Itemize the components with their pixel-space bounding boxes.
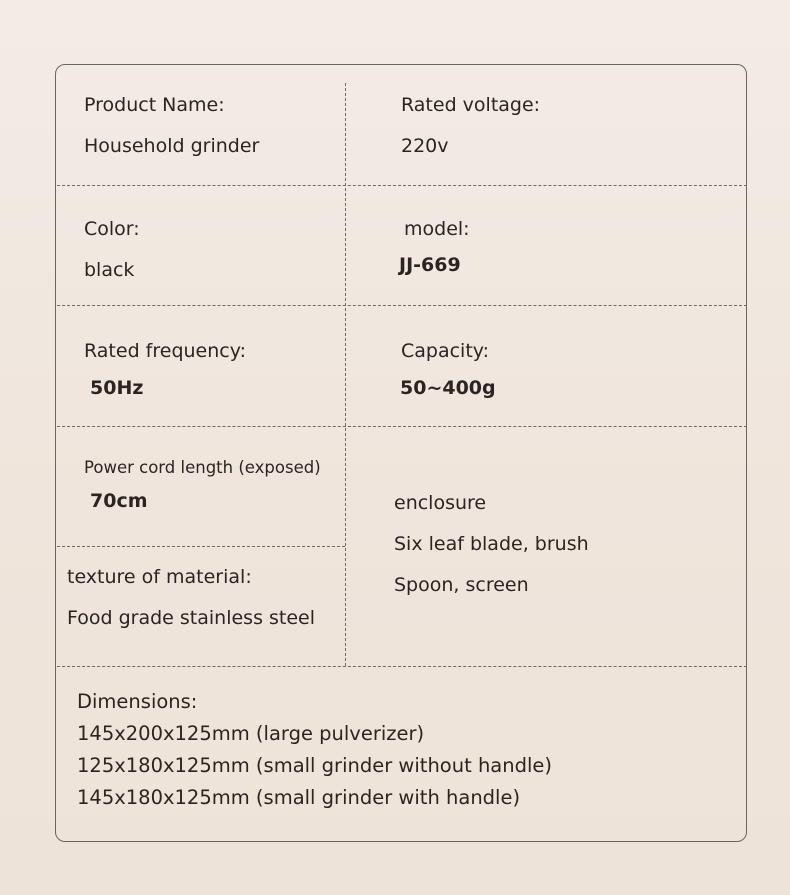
- power-cord-value: 70cm: [90, 490, 148, 512]
- row-divider-4: [57, 666, 747, 667]
- material-label: texture of material:: [67, 566, 252, 588]
- rated-frequency-value: 50Hz: [90, 377, 144, 399]
- model-label: model:: [404, 218, 470, 240]
- rated-frequency-label: Rated frequency:: [84, 340, 246, 362]
- capacity-value: 50~400g: [400, 377, 496, 399]
- dimensions-line: 145x200x125mm (large pulverizer): [77, 722, 425, 745]
- power-cord-label: Power cord length (exposed): [84, 458, 321, 477]
- product-name-value: Household grinder: [84, 135, 260, 157]
- dimensions-line: 125x180x125mm (small grinder without handle): [77, 754, 553, 777]
- row-divider-1: [57, 185, 747, 186]
- color-label: Color:: [84, 218, 140, 240]
- rated-voltage-value: 220v: [401, 135, 449, 157]
- capacity-label: Capacity:: [401, 340, 490, 362]
- color-value: black: [84, 259, 135, 281]
- package-item: Six leaf blade, brush: [394, 533, 589, 555]
- row-divider-2: [57, 305, 747, 306]
- row-divider-left-inner: [57, 546, 345, 547]
- product-name-label: Product Name:: [84, 94, 225, 116]
- material-value: Food grade stainless steel: [67, 607, 316, 629]
- dimensions-label: Dimensions:: [77, 690, 198, 713]
- rated-voltage-label: Rated voltage:: [401, 94, 541, 116]
- row-divider-3: [57, 426, 747, 427]
- package-item: enclosure: [394, 492, 487, 514]
- model-value: JJ-669: [399, 254, 461, 276]
- package-item: Spoon, screen: [394, 574, 529, 596]
- column-divider: [345, 83, 346, 666]
- dimensions-line: 145x180x125mm (small grinder with handle): [77, 786, 521, 809]
